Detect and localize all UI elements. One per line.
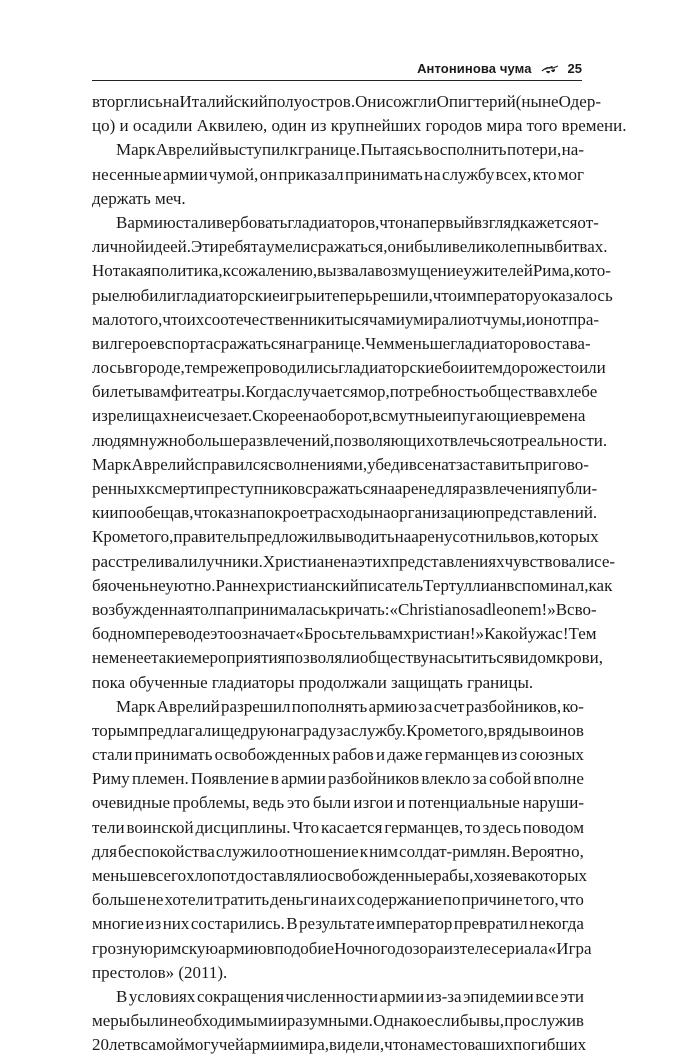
text-line: билеты в амфитеатры. Когда случается мор, потребность общества в хлебе (92, 382, 598, 402)
running-title: Антонинова чума (417, 61, 532, 76)
page-number: 25 (567, 61, 582, 76)
text-line: торым предлагали щедрую награду за службу. Кроме того, в ряды воинов (92, 720, 584, 740)
text-line: лось в городе, тем реже проводились гладиаторские бои и тем дороже стоили (92, 358, 606, 378)
text-line: престолов» (2011). (92, 962, 228, 982)
text-line: многие из них состарились. В результате император превратил некогда (92, 914, 584, 934)
text-line: тели воинской дисциплины. Что касается германцев, то здесь поводом (92, 817, 584, 837)
text-line: 20 лет в самой могучей армии мира, видели, что на место ваших погибших (92, 1035, 587, 1055)
running-header (92, 57, 582, 81)
text-line: людям нужно больше развлечений, позволяющих отвлечься от реальности. (92, 430, 608, 450)
laurel-ornament-icon (541, 64, 559, 76)
text-line: возбужденная толпа принималась кричать: «Christianos ad leonem!» В сво- (92, 599, 597, 619)
text-line: бодном переводе это означает «Бросьте львам христиан!» Какой ужас! Тем (92, 624, 597, 644)
text-line: Риму племен. Появление в армии разбойников влекло за собой вполне (92, 769, 584, 789)
text-line: меньше всего хлопот доставляли освобожденные рабы, хозяева которых (92, 866, 588, 885)
text-line: вил героев спорта сражаться на границе. Чем меньше гладиаторов остава- (92, 333, 591, 353)
text-line: и зрелищах не исчезает. Скорее наоборот, в смутные и пугающие времена (92, 406, 586, 426)
text-line: Марк Аврелий справился с волнениями, убедив сенат заставить пригово- (92, 454, 589, 474)
text-line: Марк Аврелий выступил к границе. Пытаясь восполнить потери, на- (116, 140, 584, 160)
text-line: держать меч. (92, 188, 186, 208)
text-line: личной идеей. Эти ребята умели сражаться, они были великолепны в битвах. (92, 237, 608, 257)
text-line: В армию стали вербовать гладиаторов, что на первый взгляд кажется от- (116, 212, 599, 232)
text-line: очевидные проблемы, ведь это были изгои и потенциальные наруши- (92, 793, 584, 813)
text-line: расстреливали лучники. Христиане на этих представлениях чувствовали се- (92, 551, 616, 571)
text-line: пока обученные гладиаторы продолжали защищать границы. (92, 672, 534, 692)
text-line: стали принимать освобожденных рабов и даже германцев из союзных (92, 745, 584, 765)
text-line: меры были необходимыми и разумными. Однако если бы вы, прослужив (92, 1011, 584, 1031)
text-line: рые любили гладиаторские игры и теперь решили, что императору оказалось (92, 285, 613, 305)
text-line: грозную римскую армию в подобие Ночного дозора из телесериала «Игра (92, 938, 592, 958)
text-line: ренных к смерти преступников сражаться на арене для развлечения публи- (92, 479, 598, 498)
text-line: Но такая политика, к сожалению, вызвала возмущение у жителей Рима, кото- (92, 261, 611, 281)
text-line: для беспокойства служило отношение к ним солдат-римлян. Вероятно, (92, 841, 584, 861)
text-line: мало того, что их соотечественники тысячами умирали от чумы, и он отпра- (92, 309, 600, 329)
text-line: В условиях сокращения численности армии из-за эпидемии все эти (116, 986, 584, 1006)
text-line: не менее такие мероприятия позволяли обществу насытиться видом крови, (92, 648, 603, 668)
text-line: бя очень неуютно. Раннехристианский писатель Тертуллиан вспоминал, как (92, 575, 613, 595)
text-line: цо) и осадили Аквилею, один из крупнейших городов мира того времени. (92, 116, 627, 136)
text-line: больше не хотели тратить деньги на их содержание по причине того, что (92, 890, 584, 910)
text-line: Марк Аврелий разрешил пополнять армию за счет разбойников, ко- (116, 696, 584, 716)
text-line: Кроме того, правитель предложил выводить на арену сотни львов, которых (92, 527, 599, 547)
body-text (92, 90, 627, 1058)
text-line: ки и пообещав, что казна покроет расходы на организацию представлений. (92, 503, 598, 523)
text-line: вторглись на Италийский полуостров. Они сожгли Опигтерий (ныне Одер- (92, 92, 602, 111)
text-line: несенные армии чумой, он приказал принимать на службу всех, кто мог (92, 164, 584, 184)
